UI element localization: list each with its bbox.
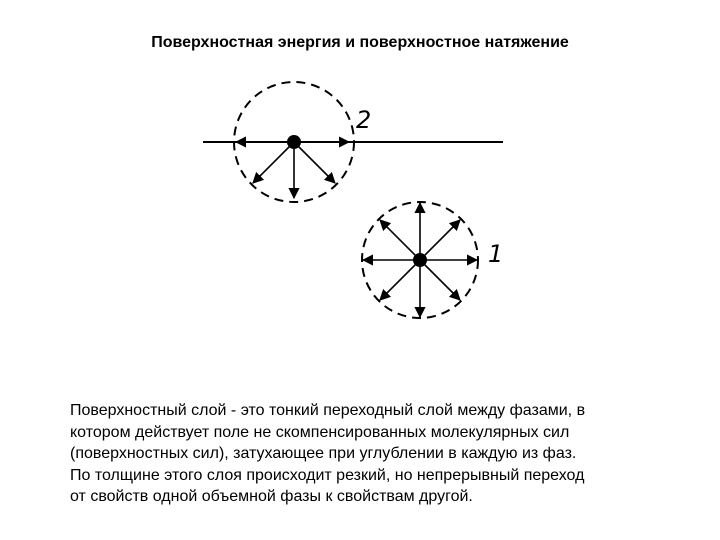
- page-title: Поверхностная энергия и поверхностное натяжение: [151, 34, 569, 51]
- paragraph-line: (поверхностных сил), затухающее при углублении в каждую из фаз.: [70, 445, 577, 462]
- bulk-force-arrow: [420, 260, 460, 300]
- surface-molecule-label: 2: [356, 106, 372, 134]
- bulk-force-arrow: [380, 220, 420, 260]
- surface-molecule: [287, 135, 301, 149]
- paragraph-line: Поверхностный слой - это тонкий переходный слой между фазами, в: [70, 402, 586, 419]
- definition-paragraph: [70, 400, 670, 508]
- surface-molecule-group: [234, 82, 354, 202]
- bulk-molecule-label: 1: [488, 240, 504, 268]
- paragraph-line: По толщине этого слоя происходит резкий, но непрерывный переход: [70, 466, 585, 484]
- bulk-molecule: [413, 253, 427, 267]
- bulk-force-arrow: [420, 220, 460, 260]
- paragraph-line: от свойств одной объемной фазы к свойствам другой.: [70, 488, 473, 505]
- surface-force-arrow: [294, 142, 335, 183]
- bulk-force-arrow: [380, 260, 420, 300]
- bulk-molecule-group: [362, 202, 478, 318]
- surface-force-arrow: [253, 142, 294, 183]
- paragraph-line: котором действует поле не скомпенсированных молекулярных сил: [70, 423, 570, 441]
